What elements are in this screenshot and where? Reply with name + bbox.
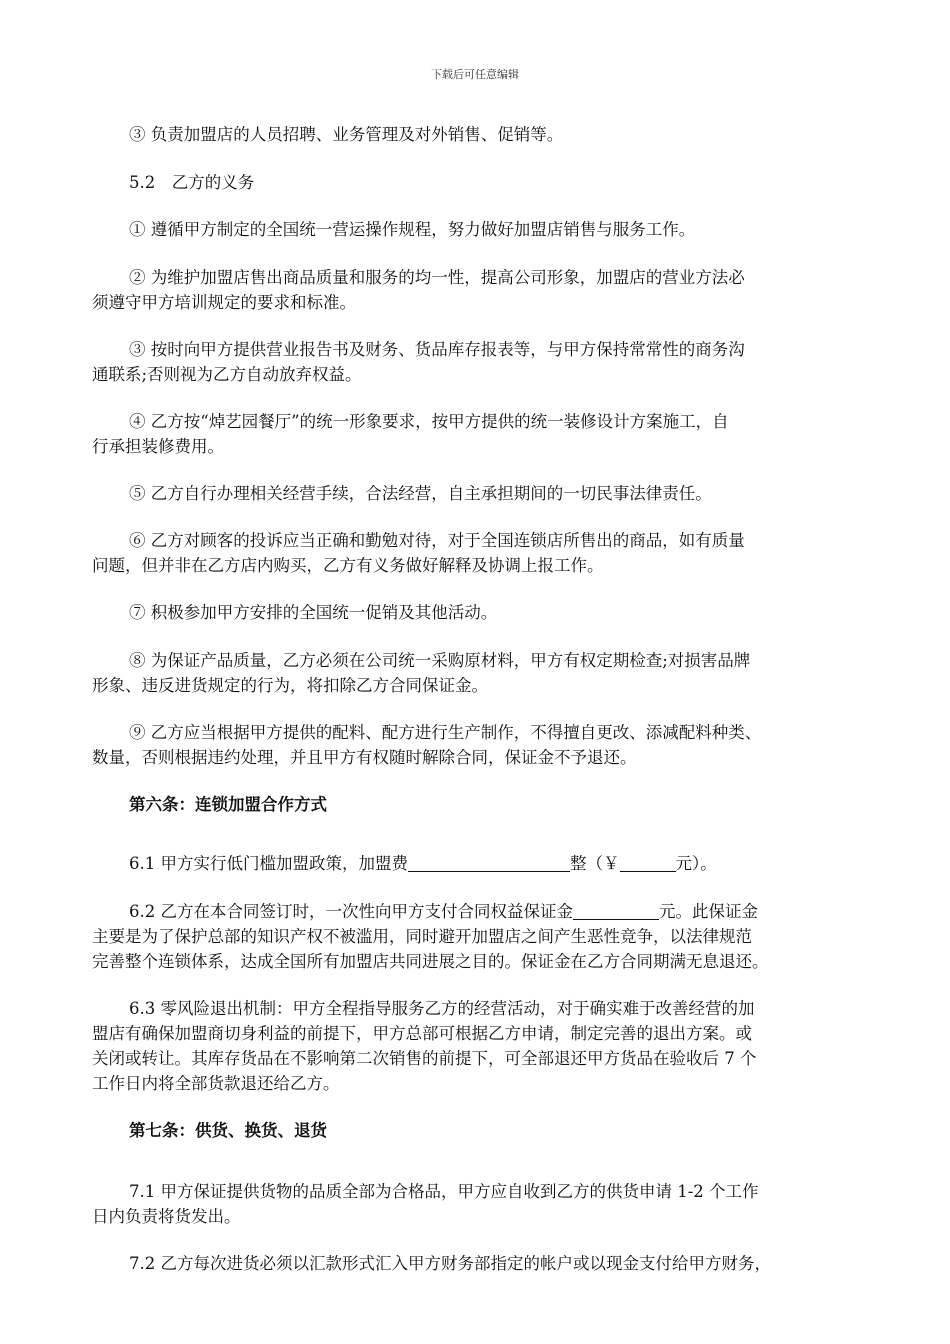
text-line: 形象、违反进货规定的行为，将扣除乙方合同保证金。 [92, 676, 488, 695]
text-line: 通联系;否则视为乙方自动放弃权益。 [92, 365, 362, 384]
text-line: ⑨ 乙方应当根据甲方提供的配料、配方进行生产制作，不得擅自更改、添减配料种类、 [129, 723, 762, 742]
text-line: 工作日内将全部货款退还给乙方。 [92, 1074, 340, 1093]
text-line: ④ 乙方按“焯艺园餐厅”的统一形象要求，按甲方提供的统一装修设计方案施工，自 [129, 412, 729, 431]
text-line: 盟店有确保加盟商切身利益的前提下，甲方总部可根据乙方申请，制定完善的退出方案。或 [92, 1024, 752, 1043]
text-line: 7.2 乙方每次进货必须以汇款形式汇入甲方财务部指定的帐户或以现金支付给甲方财务， [129, 1254, 771, 1273]
text-segment: 6.2 乙方在本合同签订时，一次性向甲方支付合同权益保证金 [129, 902, 573, 921]
text-line: ⑤ 乙方自行办理相关经营手续，合法经营，自主承担期间的一切民事法律责任。 [129, 484, 712, 503]
text-line: 日内负责将货发出。 [92, 1207, 241, 1226]
article-6-heading: 第六条：连锁加盟合作方式 [129, 795, 327, 814]
text-line: ⑦ 积极参加甲方安排的全国统一促销及其他活动。 [129, 603, 498, 622]
text-segment: 6.1 甲方实行低门槛加盟政策，加盟费 [129, 854, 408, 873]
text-line: 7.1 甲方保证提供货物的品质全部为合格品，甲方应自收到乙方的供货申请 1-2 个工作 [129, 1182, 759, 1201]
text-segment: 元）。 [675, 854, 717, 873]
text-segment: 元。此保证金 [659, 902, 758, 921]
text-line-with-blank [129, 899, 919, 924]
text-line: 主要是为了保护总部的知识产权不被滥用，同时避开加盟店之间产生恶性竞争，以法律规范 [92, 927, 752, 946]
text-line: 关闭或转让。其库存货品在不影响第二次销售的前提下，可全部退还甲方货品在验收后 7 个 [92, 1049, 757, 1068]
text-segment: 整（￥ [570, 854, 620, 873]
text-line: ⑧ 为保证产品质量，乙方必须在公司统一采购原材料，甲方有权定期检查;对损害品牌 [129, 651, 751, 670]
text-line: ⑥ 乙方对顾客的投诉应当正确和勤勉对待，对于全国连锁店所售出的商品，如有质量 [129, 531, 745, 550]
text-line: ② 为维护加盟店售出商品质量和服务的均一性，提高公司形象，加盟店的营业方法必 [129, 268, 745, 287]
deposit-blank [573, 903, 659, 920]
text-line-with-blanks [129, 851, 919, 876]
text-line: ③ 负责加盟店的人员招聘、业务管理及对外销售、促销等。 [129, 125, 564, 144]
text-line: 6.3 零风险退出机制：甲方全程指导服务乙方的经营活动，对于确实难于改善经营的加 [129, 999, 755, 1018]
text-line: ③ 按时向甲方提供营业报告书及财务、货品库存报表等，与甲方保持常常性的商务沟 [129, 340, 745, 359]
section-heading: 5.2 乙方的义务 [129, 173, 255, 192]
page-header: 下载后可任意编辑 [431, 68, 519, 81]
text-line: 须遵守甲方培训规定的要求和标准。 [92, 293, 356, 312]
text-line: 完善整个连锁体系，达成全国所有加盟店共同进展之目的。保证金在乙方合同期满无息退还。 [92, 952, 769, 971]
text-line: ① 遵循甲方制定的全国统一营运操作规程，努力做好加盟店销售与服务工作。 [129, 220, 696, 239]
amount-blank [620, 855, 676, 872]
fee-blank [408, 855, 570, 872]
text-line: 数量，否则根据违约处理，并且甲方有权随时解除合同，保证金不予退还。 [92, 748, 637, 767]
text-line: 问题，但并非在乙方店内购买，乙方有义务做好解释及协调上报工作。 [92, 556, 604, 575]
text-line: 行承担装修费用。 [92, 437, 224, 456]
article-7-heading: 第七条：供货、换货、退货 [129, 1121, 327, 1140]
